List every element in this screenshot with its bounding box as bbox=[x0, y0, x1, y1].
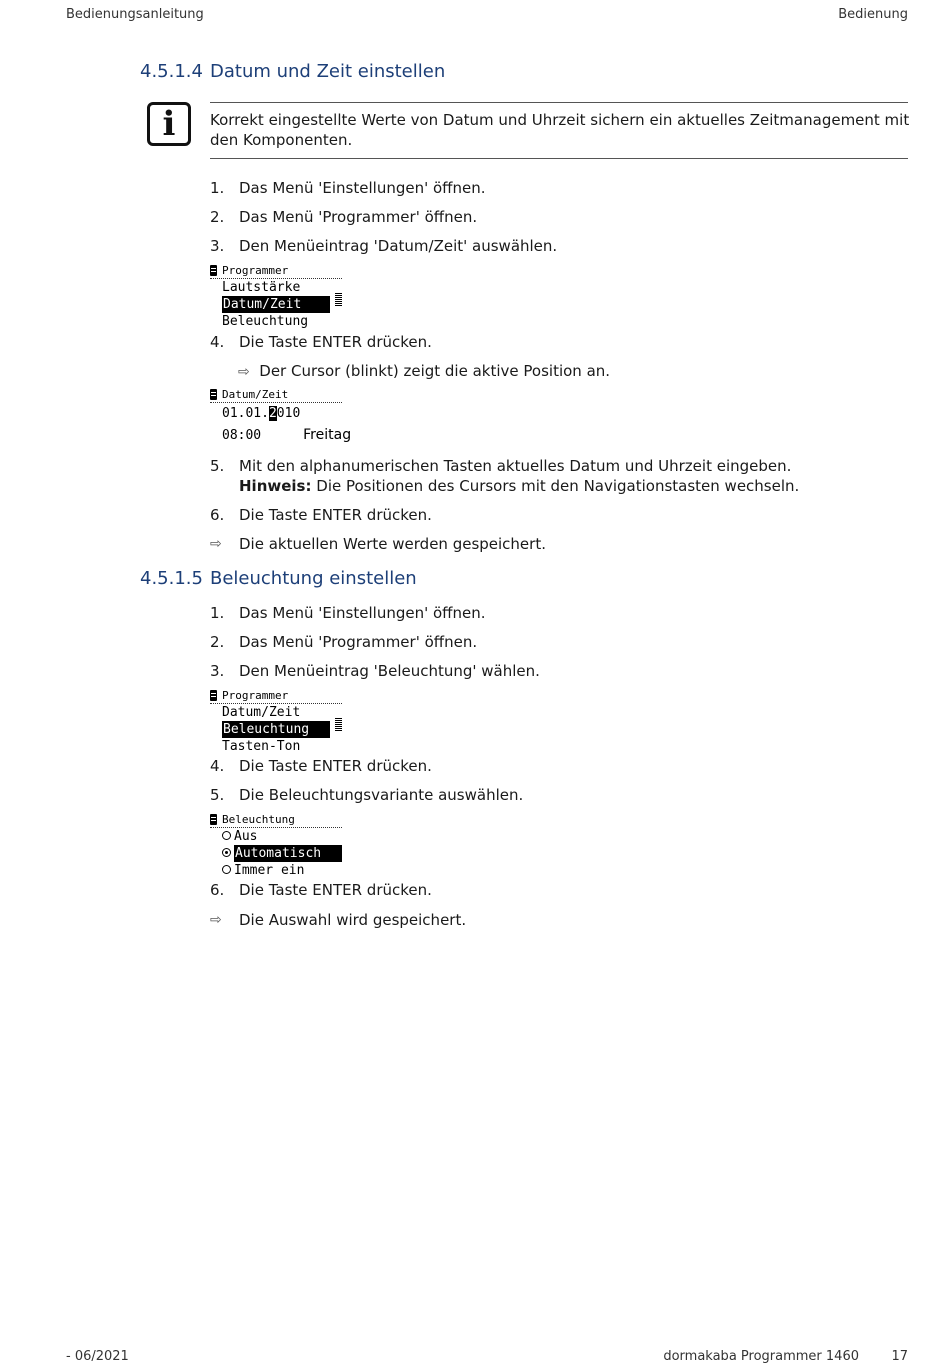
result-text: Die aktuellen Werte werden gespeichert. bbox=[239, 535, 546, 553]
info-icon: i bbox=[147, 102, 191, 146]
page-number: 17 bbox=[891, 1349, 908, 1364]
step-text: Das Menü 'Programmer' öffnen. bbox=[239, 633, 478, 651]
step-item bbox=[210, 880, 432, 900]
step-item bbox=[210, 332, 432, 352]
lcd-menu-item: Datum/Zeit bbox=[222, 705, 301, 720]
lcd-menu-item-selected: Datum/Zeit bbox=[210, 296, 342, 313]
lcd-radio-option: Aus bbox=[210, 828, 342, 845]
lcd-radio-option: Immer ein bbox=[210, 862, 342, 879]
step-text: Das Menü 'Einstellungen' öffnen. bbox=[239, 179, 486, 197]
lcd-date-field: 01.01.2010 bbox=[222, 406, 301, 421]
battery-icon bbox=[210, 814, 217, 825]
lcd-screen-programmer bbox=[210, 265, 342, 330]
step-item bbox=[210, 505, 432, 525]
result-item bbox=[238, 361, 610, 382]
lcd-title: Beleuchtung bbox=[210, 814, 342, 828]
step-item bbox=[210, 456, 799, 496]
step-number: 4. bbox=[210, 333, 225, 351]
step-text: Die Taste ENTER drücken. bbox=[239, 506, 432, 524]
lcd-time: 08:00 bbox=[222, 428, 262, 443]
step-text: Die Taste ENTER drücken. bbox=[239, 881, 432, 899]
step-text: Die Taste ENTER drücken. bbox=[239, 333, 432, 351]
result-arrow-icon: ⇨ bbox=[238, 364, 250, 380]
step-item bbox=[210, 236, 557, 256]
section-heading-datum-zeit bbox=[140, 61, 445, 82]
info-rule-bottom bbox=[210, 158, 908, 159]
radio-selected-icon bbox=[222, 848, 231, 857]
lcd-cursor: 2 bbox=[268, 406, 277, 421]
info-text bbox=[210, 110, 909, 150]
section-title: Datum und Zeit einstellen bbox=[210, 61, 446, 82]
step-item bbox=[210, 661, 540, 681]
step-number: 5. bbox=[210, 457, 225, 475]
section-heading-beleuchtung bbox=[140, 568, 417, 589]
step-number: 4. bbox=[210, 757, 225, 775]
step-number: 3. bbox=[210, 662, 225, 680]
step-item bbox=[210, 178, 486, 198]
lcd-screen-programmer bbox=[210, 690, 342, 755]
lcd-menu-item: Tasten-Ton bbox=[222, 739, 301, 754]
result-text: Der Cursor (blinkt) zeigt die aktive Position an. bbox=[259, 362, 611, 380]
lcd-menu-item: Beleuchtung bbox=[222, 314, 309, 329]
result-text: Die Auswahl wird gespeichert. bbox=[239, 911, 467, 929]
result-item bbox=[210, 534, 546, 554]
step-number: 6. bbox=[210, 881, 225, 899]
radio-icon bbox=[222, 865, 231, 874]
step-number: 3. bbox=[210, 237, 225, 255]
lcd-weekday: Freitag bbox=[303, 427, 352, 443]
step-item bbox=[210, 207, 477, 227]
lcd-title: Programmer bbox=[210, 265, 342, 279]
lcd-menu-item-selected: Beleuchtung bbox=[210, 721, 342, 738]
step-item bbox=[210, 603, 486, 623]
section-number: 4.5.1.4 bbox=[140, 61, 203, 82]
battery-icon bbox=[210, 389, 217, 400]
result-arrow-icon: ⇨ bbox=[210, 536, 222, 552]
info-text-line: Korrekt eingestellte Werte von Datum und Uhrzeit sichern ein aktuelles Zeitmanagement mit bbox=[210, 111, 910, 129]
hint-label: Hinweis: bbox=[239, 477, 312, 495]
step-text: Das Menü 'Programmer' öffnen. bbox=[239, 208, 478, 226]
step-number: 6. bbox=[210, 506, 225, 524]
step-text: Den Menüeintrag 'Datum/Zeit' auswählen. bbox=[239, 237, 558, 255]
section-title: Beleuchtung einstellen bbox=[210, 568, 417, 589]
lcd-screen-beleuchtung bbox=[210, 814, 342, 879]
battery-icon bbox=[210, 265, 217, 276]
step-text: Den Menüeintrag 'Beleuchtung' wählen. bbox=[239, 662, 540, 680]
lcd-time-row bbox=[210, 424, 351, 446]
info-text-line: den Komponenten. bbox=[210, 131, 353, 149]
section-number: 4.5.1.5 bbox=[140, 568, 203, 589]
running-header-left: Bedienungsanleitung bbox=[66, 7, 204, 22]
lcd-radio-option-selected: Automatisch bbox=[210, 845, 342, 862]
step-item bbox=[210, 756, 432, 776]
step-number: 2. bbox=[210, 633, 225, 651]
hint-text: Die Positionen des Cursors mit den Navigationstasten wechseln. bbox=[316, 477, 800, 495]
info-rule-top bbox=[210, 102, 908, 103]
lcd-title: Datum/Zeit bbox=[210, 389, 342, 403]
step-text: Die Beleuchtungsvariante auswählen. bbox=[239, 786, 524, 804]
footer-date: - 06/2021 bbox=[66, 1349, 129, 1364]
step-item bbox=[210, 632, 477, 652]
footer-product: dormakaba Programmer 1460 bbox=[663, 1349, 859, 1364]
lcd-title: Programmer bbox=[210, 690, 342, 704]
step-text: Das Menü 'Einstellungen' öffnen. bbox=[239, 604, 486, 622]
step-number: 5. bbox=[210, 786, 225, 804]
lcd-scrollbar bbox=[335, 718, 342, 731]
result-item bbox=[210, 910, 466, 930]
step-number: 1. bbox=[210, 179, 225, 197]
result-arrow-icon: ⇨ bbox=[210, 912, 222, 928]
step-number: 1. bbox=[210, 604, 225, 622]
radio-icon bbox=[222, 831, 231, 840]
step-text: Mit den alphanumerischen Tasten aktuelles Datum und Uhrzeit eingeben. Hinweis: Die Positionen des Cursors mit den Navigationstasten wechseln. bbox=[239, 457, 800, 495]
step-text: Die Taste ENTER drücken. bbox=[239, 757, 432, 775]
running-header-right: Bedienung bbox=[838, 7, 908, 22]
step-number: 2. bbox=[210, 208, 225, 226]
lcd-scrollbar bbox=[335, 293, 342, 306]
battery-icon bbox=[210, 690, 217, 701]
step-item bbox=[210, 785, 523, 805]
lcd-menu-item: Lautstärke bbox=[222, 280, 301, 295]
lcd-screen-datum-zeit bbox=[210, 389, 351, 446]
